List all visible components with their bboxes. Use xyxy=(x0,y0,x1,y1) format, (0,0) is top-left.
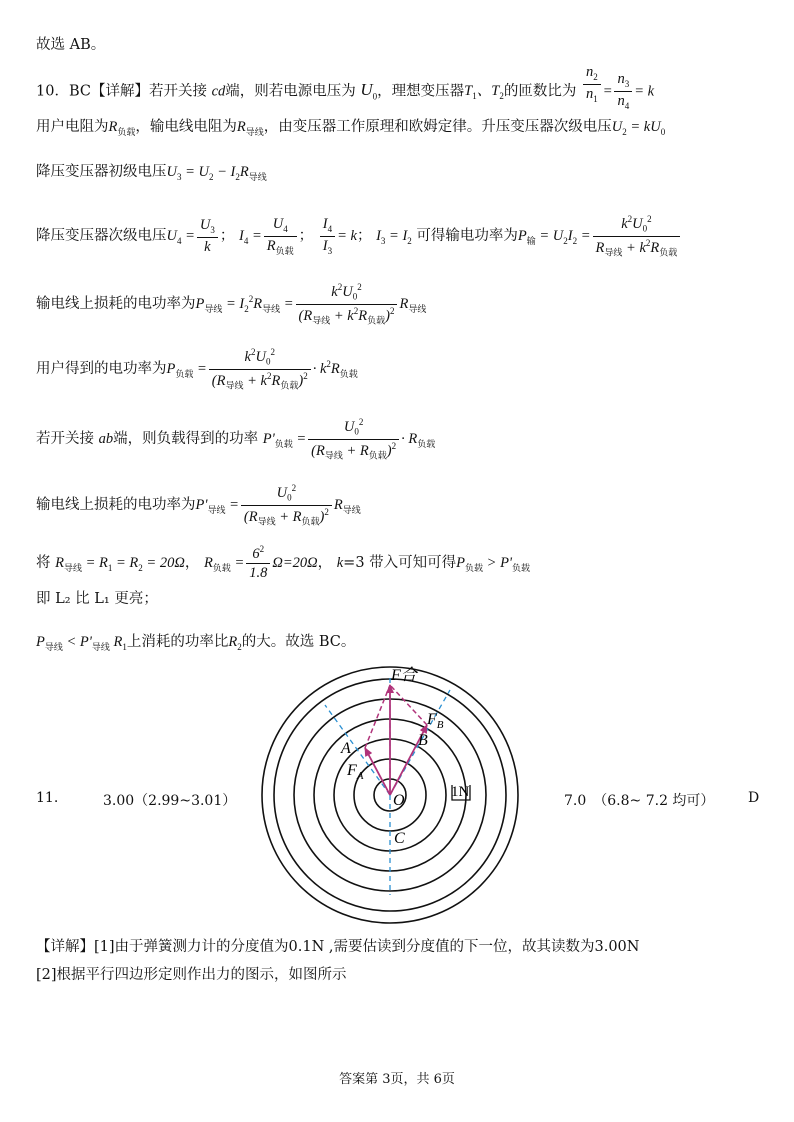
math-frac-power: $\frac{k^2U_0^2}{R_{导线} + k^2R_{负载}}$ xyxy=(593,215,681,257)
q10-line-ab: 若开关接 ab端，则负载得到的功率 $P'_{负载}$ = $\frac{U_0^2}{(R_{导线} + R_{负载})^2}$ · $R_{负载}$ xyxy=(36,417,436,461)
math-T1T2: $T_1$、$T_2$ xyxy=(464,83,504,102)
q10-line-final: $P_{导线} < P'_{导线}$ $R_1$上消耗的功率比$R_2$的大。故选 BC。 xyxy=(36,634,356,652)
math-U0: $U_0$ xyxy=(360,80,378,102)
text-seg: ，由变压器工作原理和欧姆定律。升压变压器次级电压 xyxy=(263,119,612,135)
text-seg: 用户电阻为 xyxy=(36,119,109,135)
question-number: 10． xyxy=(36,83,69,100)
q10-line-U3 xyxy=(36,165,267,182)
text-seg: 端，则负载得到的功率 xyxy=(113,431,259,448)
force-diagram xyxy=(255,660,525,925)
math-frac-P-line-prime: $\frac{U_0^2}{(R_{导线} + R_{负载})^2}$ xyxy=(241,484,332,526)
text-seg: 上消耗的功率比 xyxy=(126,634,229,650)
text-line-conclusion-ab xyxy=(36,38,105,53)
text-seg: =3 xyxy=(343,554,365,571)
q10-intro-line: 10．BC【详解】若开关接 cd端，则若电源电压为 $U_0$，理想变压器$T_1$、$T_2$的匝数比为 $\frac{n_2}{n_1}$ = $\frac{n_3}{n_4}$ = k xyxy=(36,64,655,111)
q10-line-brighter xyxy=(36,592,158,607)
text-seg: 若开关接 xyxy=(36,431,94,448)
math-I4-eq: $I_4$ = xyxy=(239,228,262,247)
text-seg: 可得输电功率为 xyxy=(416,228,518,245)
text-seg: 降压变压器次级电压 xyxy=(36,228,167,245)
math-R-line: $R_{导线}$ xyxy=(236,119,264,137)
text-seg: 带入可知可得 xyxy=(369,554,457,571)
text-seg: 降压变压器初级电压 xyxy=(36,164,167,180)
math-k: k xyxy=(336,554,344,571)
math-R-load: $R_{负载}$ xyxy=(108,119,136,137)
q10-line-substitute: 将 $R_{导线} = R_1 = R_2 = 20\Omega$， $R_{负载}$ = $\frac{6^2}{1.8}$ Ω=20Ω， k=3 带入可知可得$P_{负载} > P'_{负载}$ xyxy=(36,544,531,582)
detail-tag: 【详解】 xyxy=(90,83,149,100)
math-ratio-n2n1: $\frac{n_2}{n_1}$ xyxy=(583,65,601,104)
q11-detail-2: [2]根据平行四边形定则作出力的图示，如图所示 xyxy=(36,967,347,983)
label-C: C xyxy=(394,830,405,847)
q10-line-U4: 降压变压器次级电压$U_4$ = $\frac{U_3}{k}$ ； $I_4$ = $\frac{U_4}{R_{负载}}$ ； $\frac{I_4}{I_3}$ = k； $I_3 = I_2$ 可得输电功率为$P_输 = U_2I_2$ = $\frac{k^2U_0^2}{R_{导线} + k^2R_{负载}}$ xyxy=(36,215,682,257)
q11-answer-1: 3.00（2.99~3.01） xyxy=(103,793,237,809)
q11-answer-2: 7.0 （6.8~ 7.2 均可） xyxy=(564,793,715,809)
label-F-B: $F_B$ xyxy=(427,711,444,731)
text-seg: 输电线上损耗的电功率为 xyxy=(36,497,196,514)
label-O: O xyxy=(393,792,405,809)
label-B: B xyxy=(418,732,428,749)
math-P-line-prime: $P'_{导线}$ = xyxy=(195,497,239,516)
vector-F-A xyxy=(365,748,390,795)
text-seg: 即 L₂ 比 L₁ 更亮； xyxy=(36,591,158,607)
q11-answer-3: D xyxy=(748,790,760,806)
conclusion-text: 故选 AB。 xyxy=(36,37,106,53)
math-P-line-compare: $P_{导线} < P'_{导线}$ $R_1$ xyxy=(36,634,127,652)
math-R-load-value: $R_{负载}$ = xyxy=(203,554,245,573)
text-seg: 的大。故选 BC。 xyxy=(241,634,356,650)
label-F-total: F合 xyxy=(391,667,417,684)
label-F-A: $F_A$ xyxy=(347,762,364,782)
page-footer: 答案第 3页，共 6页 xyxy=(339,1072,455,1087)
math-R-values: $R_{导线} = R_1 = R_2 = 20\Omega$ xyxy=(55,554,185,573)
math-P-loss-eq: $P_{导线} = I_2^2R_{导线}$ = xyxy=(195,294,294,315)
math-compare-P: $P_{负载} > P'_{负载}$ xyxy=(456,554,531,573)
math-frac-P-load-prime: $\frac{U_0^2}{(R_{导线} + R_{负载})^2}$ xyxy=(308,418,399,460)
label-A: A xyxy=(341,740,351,757)
math-I3-eq: $I_3 = I_2$ xyxy=(376,228,412,247)
math-frac-I4-I3: $\frac{I_4}{I_3}$ xyxy=(320,217,335,256)
math-frac-P-user: $\frac{k^2U_0^2}{(R_{导线} + k^2R_{负载})^2}$ xyxy=(209,348,311,390)
q11-number: 11. xyxy=(36,790,59,806)
q10-line-resistances xyxy=(36,120,665,137)
text-seg: 输电线上损耗的电功率为 xyxy=(36,296,196,313)
text-seg: 用户得到的电功率为 xyxy=(36,361,167,378)
text-seg: 的匝数比为 xyxy=(503,83,577,100)
terminal-ab: ab xyxy=(98,431,114,448)
q10-line-P-loss: 输电线上损耗的电功率为$P_{导线} = I_2^2R_{导线}$ = $\frac{k^2U_0^2}{(R_{导线} + k^2R_{负载})^2}$ $R_{导线}$ xyxy=(36,282,427,326)
math-P-load-prime: $P'_{负载}$ = xyxy=(262,431,307,450)
text-seg: 端，则若电源电压为 xyxy=(225,83,356,100)
answer-choice: BC xyxy=(68,83,91,100)
math-frac-U4-R: $\frac{U_4}{R_{负载}}$ xyxy=(264,217,297,256)
terminal-cd: cd xyxy=(211,83,226,100)
math-U2-eq: $U_2 = kU_0$ xyxy=(611,119,666,137)
math-frac-U3-k: $\frac{U_3}{k}$ xyxy=(197,218,218,254)
label-scale-1N: 1N xyxy=(451,784,470,800)
math-frac-P-loss: $\frac{k^2U_0^2}{(R_{导线} + k^2R_{负载})^2}$ xyxy=(296,283,398,325)
text-seg: ，输电线电阻为 xyxy=(135,119,237,135)
q11-detail-1: 【详解】[1]由于弹簧测力计的分度值为0.1N ,需要估读到分度值的下一位，故其读数为3.00N xyxy=(36,939,640,955)
text-seg: ，理想变压器 xyxy=(377,83,465,100)
math-ratio-n3n4: $\frac{n_3}{n_4}$ xyxy=(614,72,632,111)
text-seg: 若开关接 xyxy=(148,83,207,100)
math-frac-6sq: $\frac{6^2}{1.8}$ xyxy=(246,545,270,581)
math-U4-eq: $U_4$ = xyxy=(166,228,195,247)
q10-line-P-loss-prime: 输电线上损耗的电功率为$P'_{导线}$ = $\frac{U_0^2}{(R_{导线} + R_{负载})^2}$ $R_{导线}$ xyxy=(36,483,361,527)
math-P-out: $P_输 = U_2I_2$ = xyxy=(517,228,591,247)
text-seg: 将 xyxy=(36,554,51,571)
q10-line-P-user: 用户得到的电功率为$P_{负载}$ = $\frac{k^2U_0^2}{(R_{导线} + k^2R_{负载})^2}$ · $k^2R_{负载}$ xyxy=(36,347,358,391)
math-U3-eq: $U_3 = U_2 - I_2R_{导线}$ xyxy=(166,164,267,182)
math-P-user-eq: $P_{负载}$ = xyxy=(166,361,207,380)
